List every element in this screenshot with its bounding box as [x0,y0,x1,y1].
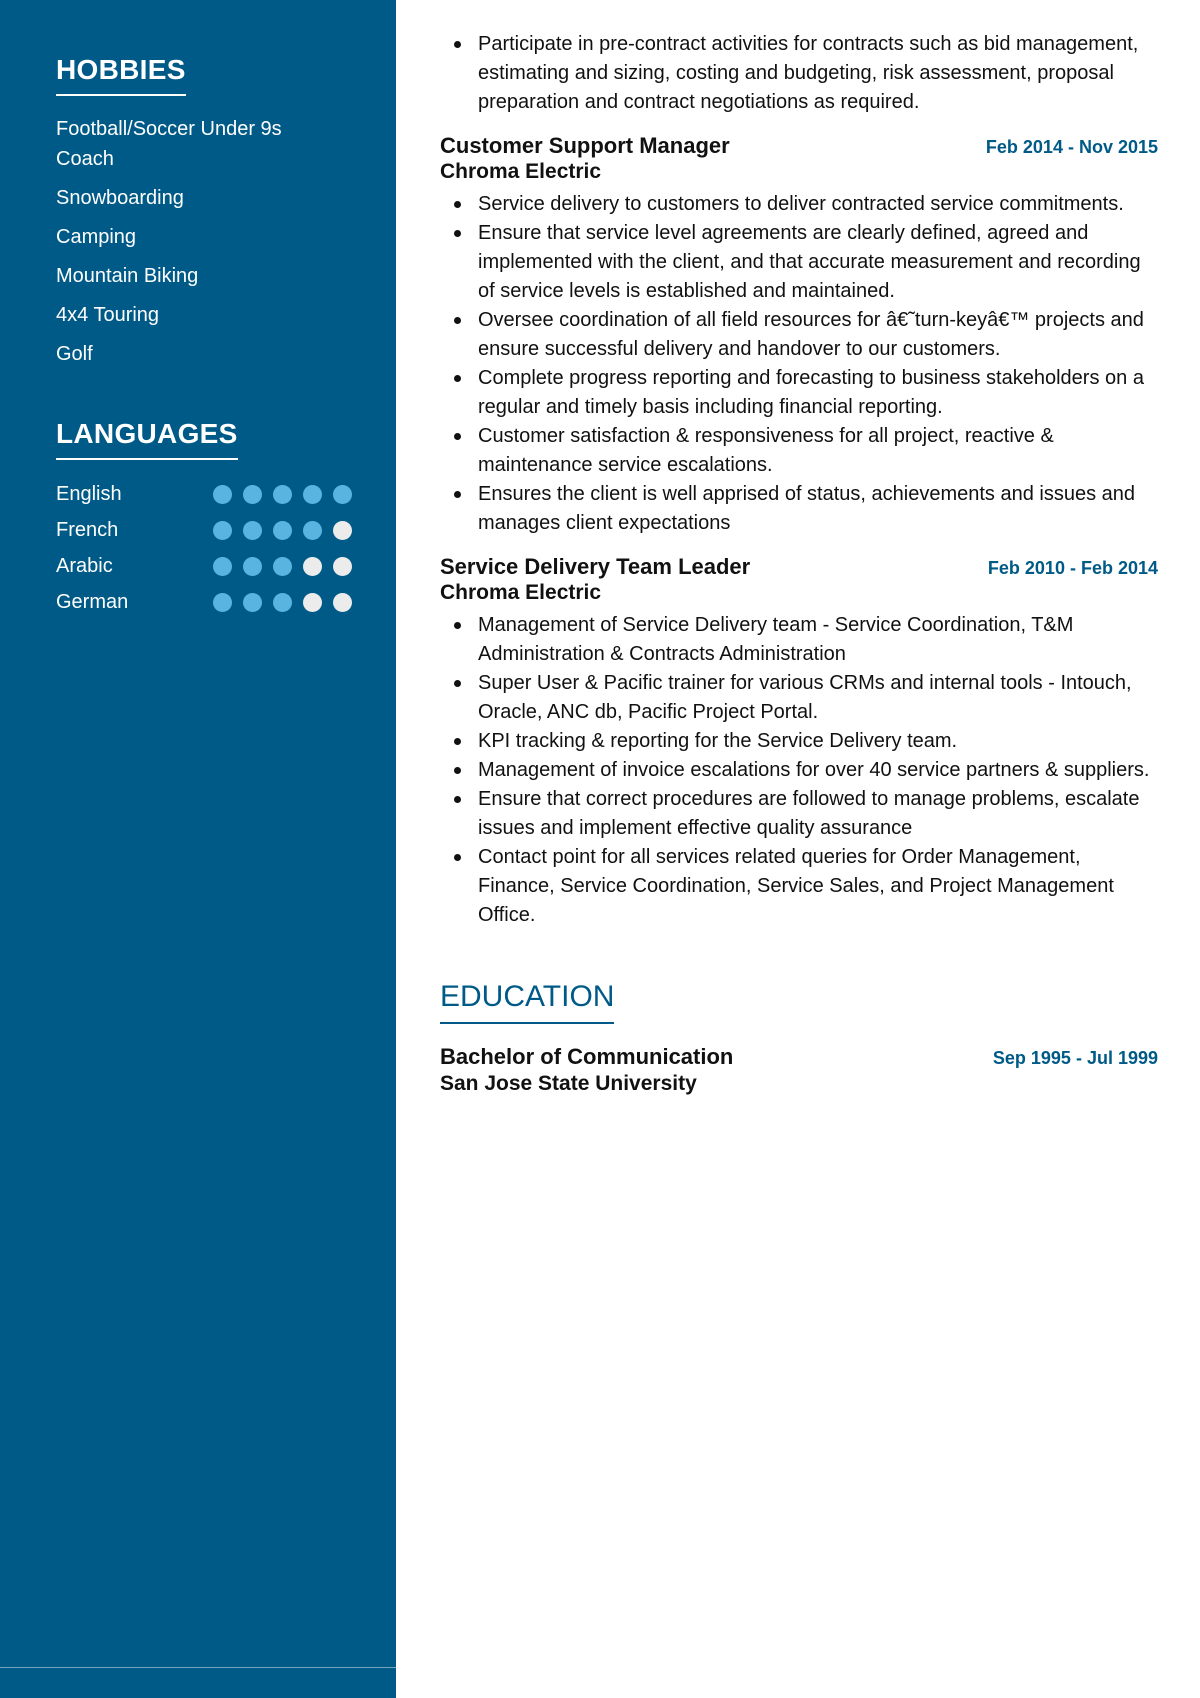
rating-dot [333,557,352,576]
hobby-item: Snowboarding [56,187,184,209]
rating-dot [333,485,352,504]
language-name: French [56,518,119,541]
rating-dot [213,521,232,540]
job-company: Chroma Electric [440,160,602,183]
bullet-item: Service delivery to customers to deliver contracted service commitments. [478,190,1158,219]
hobbies-section [56,54,356,378]
hobbies-list [56,114,356,369]
rating-dot [333,593,352,612]
rating-dot [243,557,262,576]
job-bullets [440,190,1158,538]
hobby-item: 4x4 Touring [56,304,160,326]
experience-continued-bullets [440,30,1158,117]
languages-list [56,476,356,620]
language-rating [213,557,352,576]
hobby-item: Camping [56,226,137,248]
language-rating [213,593,352,612]
bullet-item: Ensures the client is well apprised of status, achievements and issues and manages client expectations [478,480,1158,538]
rating-dot [273,593,292,612]
bullet-item: KPI tracking & reporting for the Service Delivery team. [478,727,1158,756]
language-name: English [56,482,122,505]
bullet-item: Management of Service Delivery team - Service Coordination, T&M Administration & Contracts Administration [478,611,1158,669]
bullet-item: Ensure that correct procedures are followed to manage problems, escalate issues and implement effective quality assurance [478,785,1158,843]
bullet-item: Ensure that service level agreements are clearly defined, agreed and implemented with the client, and that accurate measurement and recording of service levels is established and maintained. [478,219,1158,306]
languages-section [56,418,356,620]
job-entry [440,133,1158,538]
education-heading: EDUCATION [440,980,614,1024]
rating-dot [213,485,232,504]
bullet-item: Management of invoice escalations for over 40 service partners & suppliers. [478,756,1158,785]
rating-dot [303,485,322,504]
language-row [56,476,352,512]
rating-dot [273,557,292,576]
bullet-item: Customer satisfaction & responsiveness for all project, reactive & maintenance service escalations. [478,422,1158,480]
job-dates: Feb 2010 - Feb 2014 [987,558,1158,578]
language-row [56,548,352,584]
job-title: Customer Support Manager [440,133,730,158]
hobby-item: Golf [56,343,93,365]
sidebar-divider [0,1667,396,1668]
bullet-item: Oversee coordination of all field resources for â€˜turn-keyâ€™ projects and ensure successful delivery and handover to our customers. [478,306,1158,364]
rating-dot [243,521,262,540]
main-content [440,0,1158,1096]
hobby-item: Football/Soccer Under 9s Coach [56,118,282,170]
education-school: San Jose State University [440,1072,697,1095]
rating-dot [213,557,232,576]
rating-dot [273,485,292,504]
rating-dot [303,593,322,612]
bullet-item: Participate in pre-contract activities for contracts such as bid management, estimating and sizing, costing and budgeting, risk assessment, proposal preparation and contract negotiations as required. [478,30,1158,117]
education-entry [440,1044,1158,1096]
rating-dot [303,521,322,540]
bullet-item: Contact point for all services related queries for Order Management, Finance, Service Coordination, Service Sales, and Project Management Office. [478,843,1158,930]
rating-dot [213,593,232,612]
job-header [440,554,1158,580]
job-title: Service Delivery Team Leader [440,554,751,579]
rating-dot [243,485,262,504]
bullet-item: Super User & Pacific trainer for various CRMs and internal tools - Intouch, Oracle, ANC db, Pacific Project Portal. [478,669,1158,727]
job-company: Chroma Electric [440,581,602,604]
language-rating [213,521,352,540]
education-degree: Bachelor of Communication [440,1044,734,1069]
rating-dot [243,593,262,612]
bullet-item: Complete progress reporting and forecasting to business stakeholders on a regular and timely basis including financial reporting. [478,364,1158,422]
language-row [56,512,352,548]
languages-heading: LANGUAGES [56,418,238,460]
job-dates: Feb 2014 - Nov 2015 [985,137,1158,157]
job-header [440,133,1158,159]
education-dates: Sep 1995 - Jul 1999 [992,1048,1158,1068]
job-entry [440,554,1158,930]
sidebar [0,0,396,1698]
language-name: Arabic [56,554,113,577]
hobby-item: Mountain Biking [56,265,199,287]
language-rating [213,485,352,504]
language-row [56,584,352,620]
language-name: German [56,590,129,613]
hobbies-heading: HOBBIES [56,54,186,96]
job-bullets [440,611,1158,930]
rating-dot [333,521,352,540]
education-header [440,1044,1158,1070]
rating-dot [273,521,292,540]
rating-dot [303,557,322,576]
